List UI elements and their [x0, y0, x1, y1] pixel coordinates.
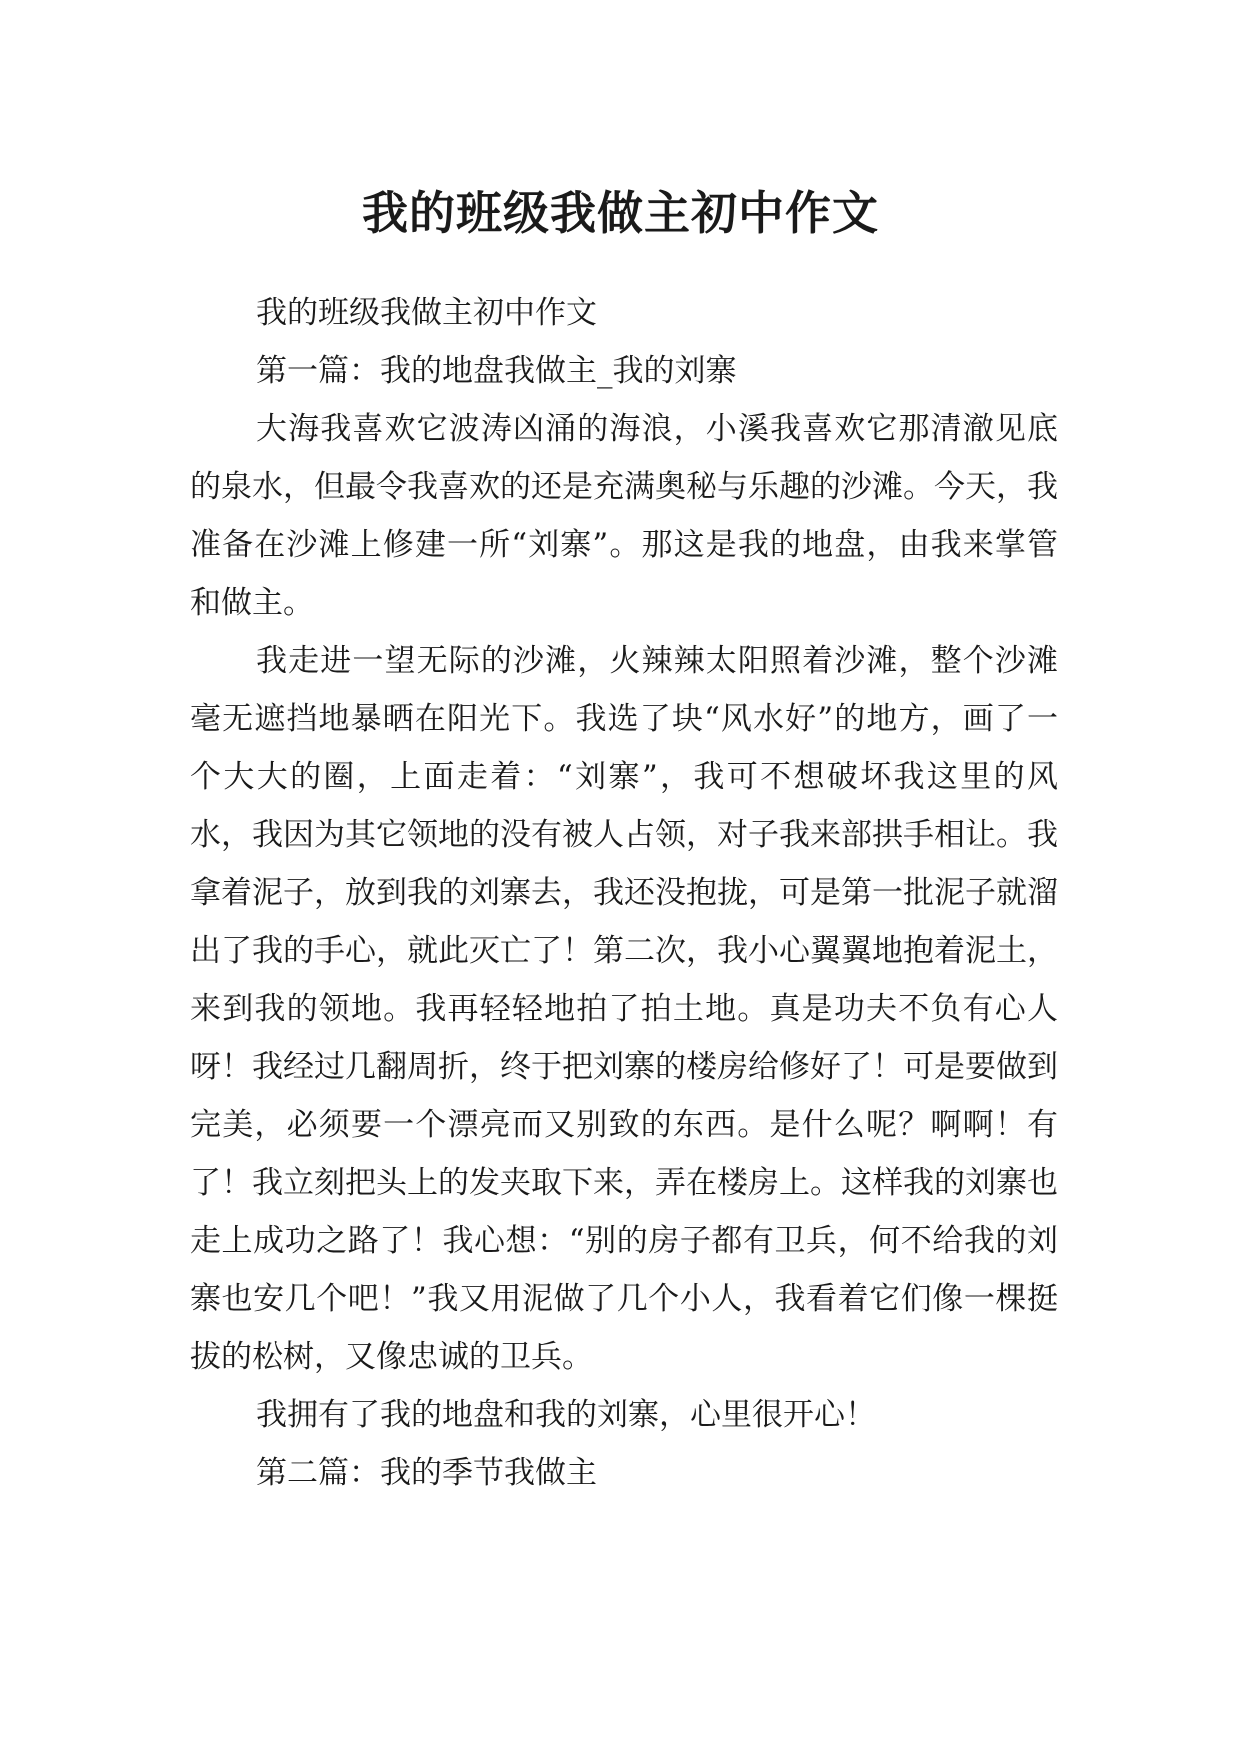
paragraph-chapter-1-heading: 第一篇：我的地盘我做主_我的刘寨: [256, 353, 737, 389]
paragraph-conclusion: 我拥有了我的地盘和我的刘寨，心里很开心！: [256, 1397, 876, 1433]
paragraph-subtitle: 我的班级我做主初中作文: [256, 295, 597, 331]
paragraph-story: 我走进一望无际的沙滩，火辣辣太阳照着沙滩，整个沙滩毫无遮挡地暴晒在阳光下。我选了块“风水好”的地方，画了一个大大的圈，上面走着：“刘寨”，我可不想破坏我这里的风水，我因为其它领地的没有被人占领，对子我来部拱手相让。我拿着泥子，放到我的刘寨去，我还没抱拢，可是第一批泥子就溜出了我的手心，就此灭亡了！第二次，我小心翼翼地抱着泥土，来到我的领地。我再轻轻地拍了拍土地。真是功夫不负有心人呀！我经过几翻周折，终于把刘寨的楼房给修好了！可是要做到完美，必须要一个漂亮而又别致的东西。是什么呢？啊啊！有了！我立刻把头上的发夹取下来，弄在楼房上。这样我的刘寨也走上成功之路了！我心想：“别的房子都有卫兵，何不给我的刘寨也安几个吧！”我又用泥做了几个小人，我看着它们像一棵挺拔的松树，又像忠诚的卫兵。: [190, 643, 1058, 1375]
paragraph-intro: 大海我喜欢它波涛凶涌的海浪，小溪我喜欢它那清澈见底的泉水，但最令我喜欢的还是充满奥秘与乐趣的沙滩。今天，我准备在沙滩上修建一所“刘寨”。那这是我的地盘，由我来掌管和做主。: [190, 411, 1058, 621]
paragraph-chapter-2-heading: 第二篇：我的季节我做主: [256, 1455, 597, 1491]
document-title: 我的班级我做主初中作文: [362, 185, 879, 240]
document-body: [190, 284, 1058, 1502]
